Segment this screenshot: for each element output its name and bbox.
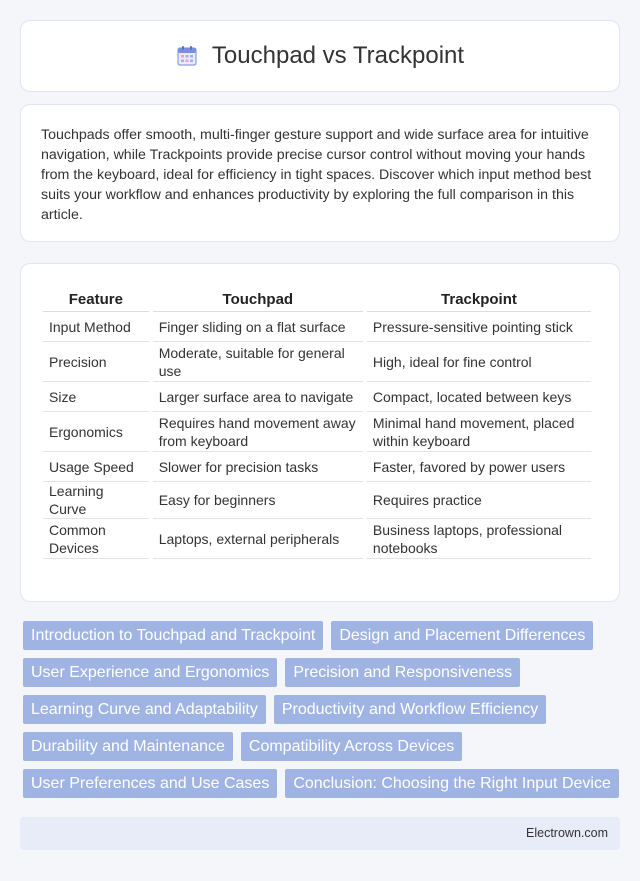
table-cell: Learning Curve — [43, 482, 149, 519]
title-card — [20, 20, 620, 92]
table-cell: Moderate, suitable for general use — [153, 342, 363, 382]
footer-site-link[interactable]: Electrown.com — [526, 826, 608, 840]
tag-learning-curve[interactable]: Learning Curve and Adaptability — [23, 695, 266, 724]
table-cell: Laptops, external peripherals — [153, 519, 363, 559]
tag-user-preferences[interactable]: User Preferences and Use Cases — [23, 769, 277, 798]
footer — [20, 817, 620, 850]
table-cell: Pressure-sensitive pointing stick — [367, 312, 591, 342]
calendar-icon — [176, 45, 198, 67]
table-row — [43, 382, 591, 412]
table-cell: Minimal hand movement, placed within keyboard — [367, 412, 591, 452]
comparison-table-card — [20, 263, 620, 602]
table-row — [43, 482, 591, 519]
table-cell: Precision — [43, 342, 149, 382]
tag-precision[interactable]: Precision and Responsiveness — [285, 658, 520, 687]
table-cell: Requires hand movement away from keyboard — [153, 412, 363, 452]
table-cell: Faster, favored by power users — [367, 452, 591, 482]
table-cell: Size — [43, 382, 149, 412]
table-cell: Business laptops, professional notebooks — [367, 519, 591, 559]
table-cell: High, ideal for fine control — [367, 342, 591, 382]
page-title: Touchpad vs Trackpoint — [211, 42, 465, 69]
table-cell: Easy for beginners — [153, 482, 363, 519]
tag-compatibility[interactable]: Compatibility Across Devices — [241, 732, 462, 761]
table-cell: Usage Speed — [43, 452, 149, 482]
table-cell: Ergonomics — [43, 412, 149, 452]
table-header-touchpad: Touchpad — [153, 284, 363, 312]
comparison-table — [39, 284, 595, 559]
table-header-trackpoint: Trackpoint — [367, 284, 591, 312]
tag-row — [20, 621, 620, 650]
table-row — [43, 452, 591, 482]
table-cell: Compact, located between keys — [367, 382, 591, 412]
table-cell: Slower for precision tasks — [153, 452, 363, 482]
tag-productivity[interactable]: Productivity and Workflow Efficiency — [274, 695, 546, 724]
tag-durability[interactable]: Durability and Maintenance — [23, 732, 233, 761]
table-header-feature: Feature — [43, 284, 149, 312]
intro-text: Touchpads offer smooth, multi-finger gesture support and wide surface area for intuitive navigation, while Trackpoints provide precise cursor control without moving your hands from the keyboard, ideal for efficiency in tight spaces. Discover which input method best suits your workflow and enhances productivity by exploring the full comparison in this article. — [41, 127, 592, 223]
tag-user-experience[interactable]: User Experience and Ergonomics — [23, 658, 277, 687]
table-cell: Larger surface area to navigate — [153, 382, 363, 412]
tag-row — [20, 769, 620, 798]
tag-row — [20, 658, 620, 687]
table-row — [43, 312, 591, 342]
intro-card — [20, 104, 620, 242]
table-row — [43, 412, 591, 452]
table-cell: Common Devices — [43, 519, 149, 559]
tag-conclusion[interactable]: Conclusion: Choosing the Right Input Device — [285, 769, 619, 798]
tag-design-placement[interactable]: Design and Placement Differences — [331, 621, 593, 650]
tag-introduction[interactable]: Introduction to Touchpad and Trackpoint — [23, 621, 323, 650]
table-row — [43, 342, 591, 382]
table-cell: Input Method — [43, 312, 149, 342]
table-cell: Finger sliding on a flat surface — [153, 312, 363, 342]
table-row — [43, 519, 591, 559]
tag-row — [20, 695, 620, 724]
table-cell: Requires practice — [367, 482, 591, 519]
tag-row — [20, 732, 620, 761]
topic-tags — [20, 621, 620, 806]
